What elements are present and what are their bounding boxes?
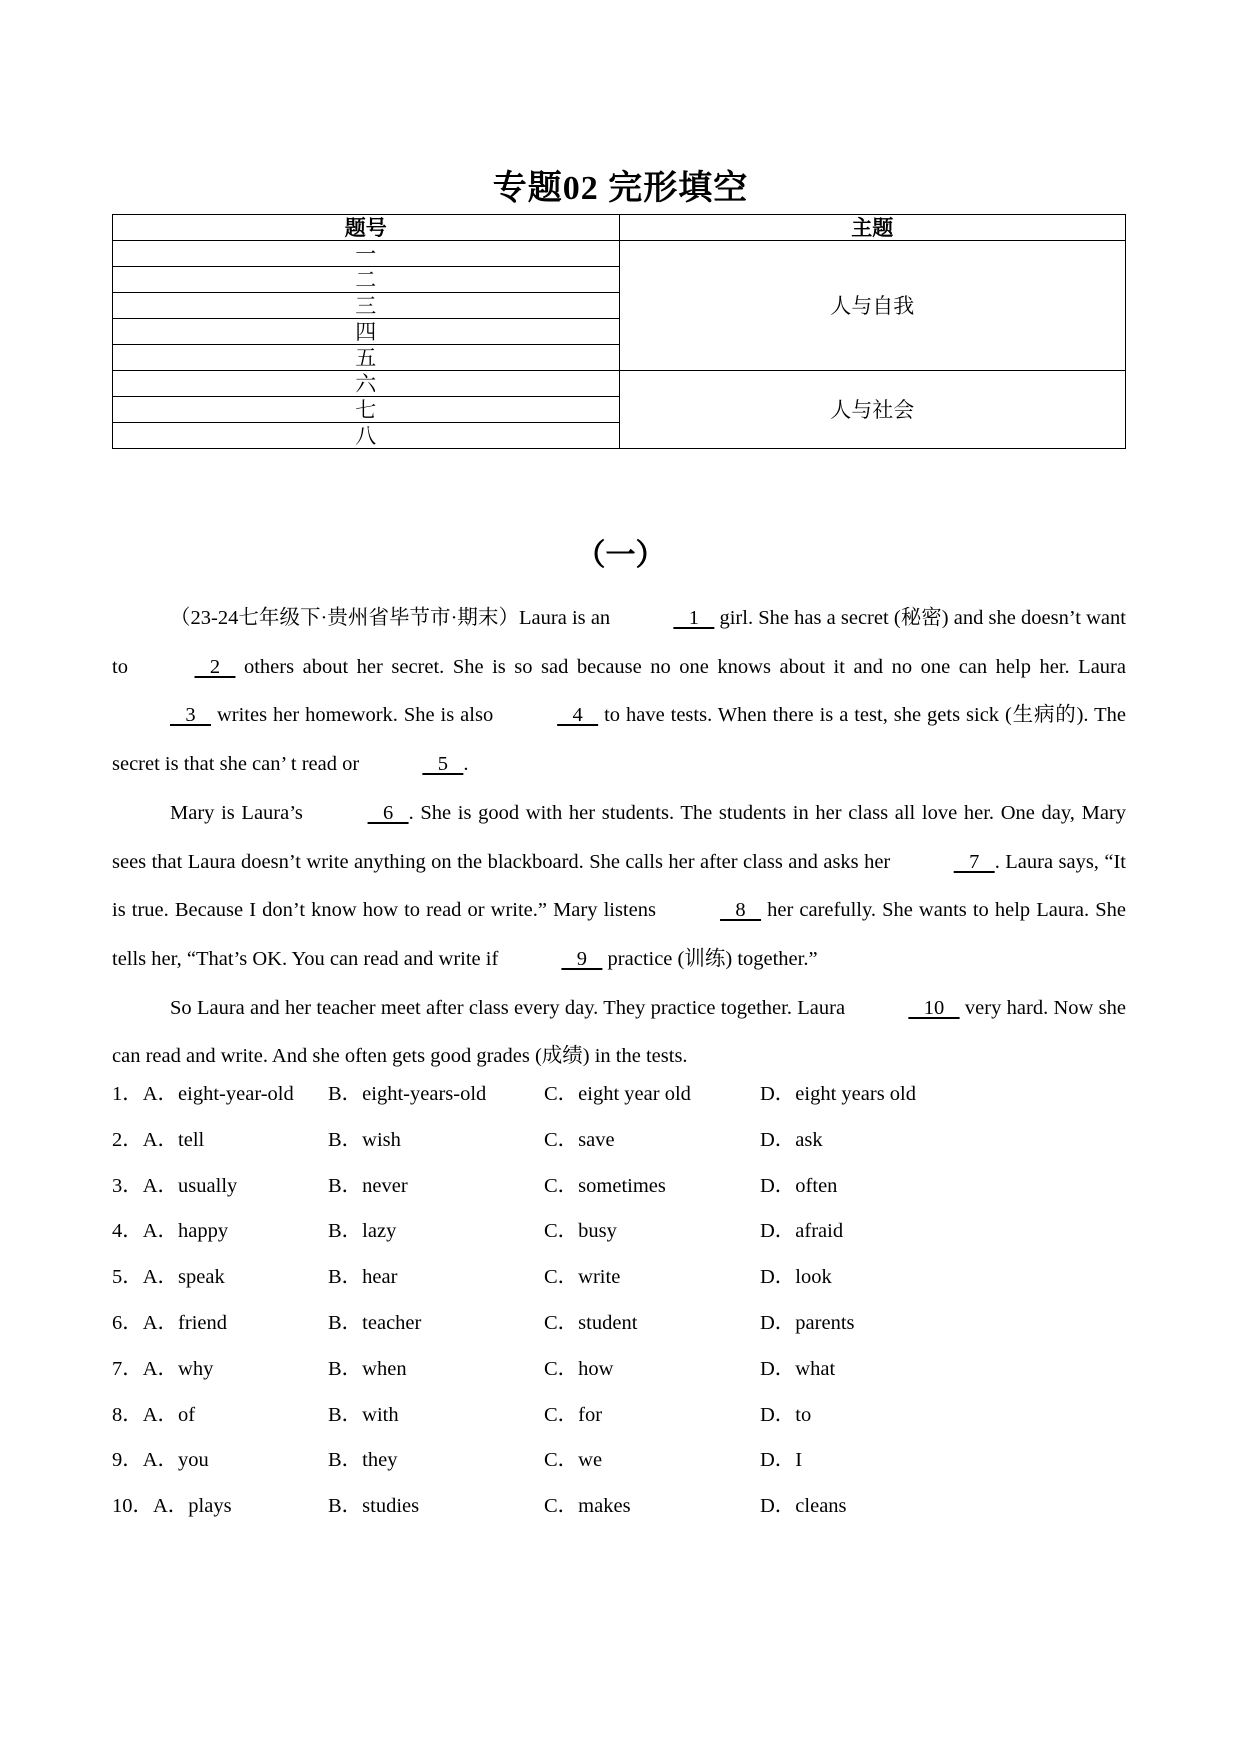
blank-3: 3 [170, 704, 211, 727]
section-title: （一） [575, 539, 666, 572]
question-number-cell: 四 [113, 319, 620, 345]
question-number-cell: 七 [113, 397, 620, 423]
blank-10: 10 [908, 996, 960, 1019]
passage-text: girl. She has a secret (秘密) and she doesn’t want to [112, 607, 1126, 678]
question-row [112, 1255, 1126, 1301]
option-c: C．busy [544, 1220, 617, 1243]
option-c: C．save [544, 1128, 615, 1151]
question-row [112, 1484, 1126, 1530]
passage-text: to have tests. When there is a test, she gets sick (生病的). The secret is that she can’ t read or [112, 704, 1126, 776]
option-a: 6．A．friend [112, 1311, 228, 1334]
option-d: D．ask [760, 1128, 823, 1151]
blank-6: 6 [367, 801, 409, 824]
passage-paragraph [112, 984, 1126, 1081]
passage-text: writes her homework. She is also [211, 704, 500, 727]
passage-text: So Laura and her teacher meet after class every day. They practice together. Laura [170, 996, 851, 1019]
option-b: B．teacher [328, 1311, 422, 1334]
passage-text: . [463, 753, 469, 776]
topic-table [112, 214, 1126, 449]
blank-4: 4 [557, 704, 599, 727]
passage-paragraph [112, 789, 1126, 984]
option-d: D．I [760, 1449, 803, 1472]
question-row [112, 1209, 1126, 1255]
option-c: C．we [544, 1449, 603, 1472]
option-d: D．afraid [760, 1220, 844, 1243]
option-d: D．what [760, 1357, 836, 1380]
question-row [112, 1393, 1126, 1439]
passage-text: Mary is Laura’s [170, 801, 310, 824]
table-row [113, 371, 1126, 397]
question-row [112, 1438, 1126, 1484]
question-row [112, 1301, 1126, 1347]
option-a: 4．A．happy [112, 1220, 229, 1243]
blank-5: 5 [422, 753, 464, 776]
blank-9: 9 [561, 947, 603, 970]
blank-1: 1 [673, 607, 715, 629]
option-c: C．how [544, 1357, 614, 1380]
passage-text: . She is good with her students. The students in her class all love her. One day, Mary sees that Laura doesn’t write anything on the blackboard. She calls her after class and asks her [112, 801, 1127, 873]
cloze-passage [112, 594, 1126, 1081]
option-a: 9．A．you [112, 1449, 209, 1472]
question-row [112, 1118, 1126, 1164]
option-c: C．eight year old [544, 1083, 691, 1105]
blank-8: 8 [720, 899, 762, 922]
theme-cell: 人与社会 [619, 371, 1126, 449]
passage-paragraph [112, 594, 1126, 789]
option-a: 1．A．eight-year-old [112, 1083, 294, 1105]
option-b: B．lazy [328, 1220, 397, 1243]
option-b: B．hear [328, 1266, 398, 1289]
page-title: 专题02 完形填空 [492, 170, 749, 207]
option-a: 10．A．plays [112, 1495, 232, 1518]
question-number-cell: 八 [113, 423, 620, 449]
option-d: D．cleans [760, 1495, 847, 1518]
option-d: D．to [760, 1403, 812, 1426]
option-b: B．studies [328, 1495, 420, 1518]
option-a: 2．A．tell [112, 1128, 205, 1151]
theme-cell: 人与自我 [619, 241, 1126, 371]
question-row [112, 1072, 1126, 1118]
option-c: C．for [544, 1403, 603, 1426]
passage-text: others about her secret. She is so sad because no one knows about it and no one can help her. Laura [235, 655, 1126, 678]
table-header-row [113, 215, 1126, 241]
question-number-cell: 三 [113, 293, 620, 319]
header-theme: 主题 [619, 215, 1126, 241]
question-number-cell: 六 [113, 371, 620, 397]
option-a: 8．A．of [112, 1403, 196, 1426]
option-b: B．when [328, 1357, 407, 1380]
option-c: C．student [544, 1311, 638, 1334]
question-number-cell: 五 [113, 345, 620, 371]
question-row [112, 1347, 1126, 1393]
header-number: 题号 [113, 215, 620, 241]
passage-text: （23-24七年级下·贵州省毕节市·期末）Laura is an [170, 607, 616, 629]
question-row [112, 1164, 1126, 1210]
option-b: B．eight-years-old [328, 1083, 487, 1105]
option-d: D．often [760, 1174, 838, 1197]
option-d: D．parents [760, 1311, 855, 1334]
answer-options [112, 1072, 1126, 1530]
passage-text: . Laura says, “It is true. Because I don’t know how to read or write.” Mary listens [112, 850, 1126, 922]
option-c: C．write [544, 1266, 621, 1289]
option-c: C．makes [544, 1495, 631, 1518]
option-d: D．eight years old [760, 1083, 916, 1105]
passage-text: practice (训练) together.” [602, 947, 818, 970]
option-c: C．sometimes [544, 1174, 666, 1197]
passage-text: very hard. Now she can read and write. And she often gets good grades (成绩) in the tests. [112, 996, 1126, 1068]
blank-2: 2 [194, 655, 236, 678]
question-number-cell: 二 [113, 267, 620, 293]
option-b: B．they [328, 1449, 398, 1472]
option-b: B．wish [328, 1128, 401, 1151]
option-a: 7．A．why [112, 1357, 214, 1380]
option-a: 5．A．speak [112, 1266, 225, 1289]
option-a: 3．A．usually [112, 1174, 238, 1197]
question-number-cell: 一 [113, 241, 620, 267]
option-b: B．with [328, 1403, 399, 1426]
table-row [113, 241, 1126, 267]
option-b: B．never [328, 1174, 408, 1197]
passage-text: her carefully. She wants to help Laura. She tells her, “That’s OK. You can read and write if [112, 899, 1126, 970]
blank-7: 7 [953, 850, 995, 873]
option-d: D．look [760, 1266, 832, 1289]
